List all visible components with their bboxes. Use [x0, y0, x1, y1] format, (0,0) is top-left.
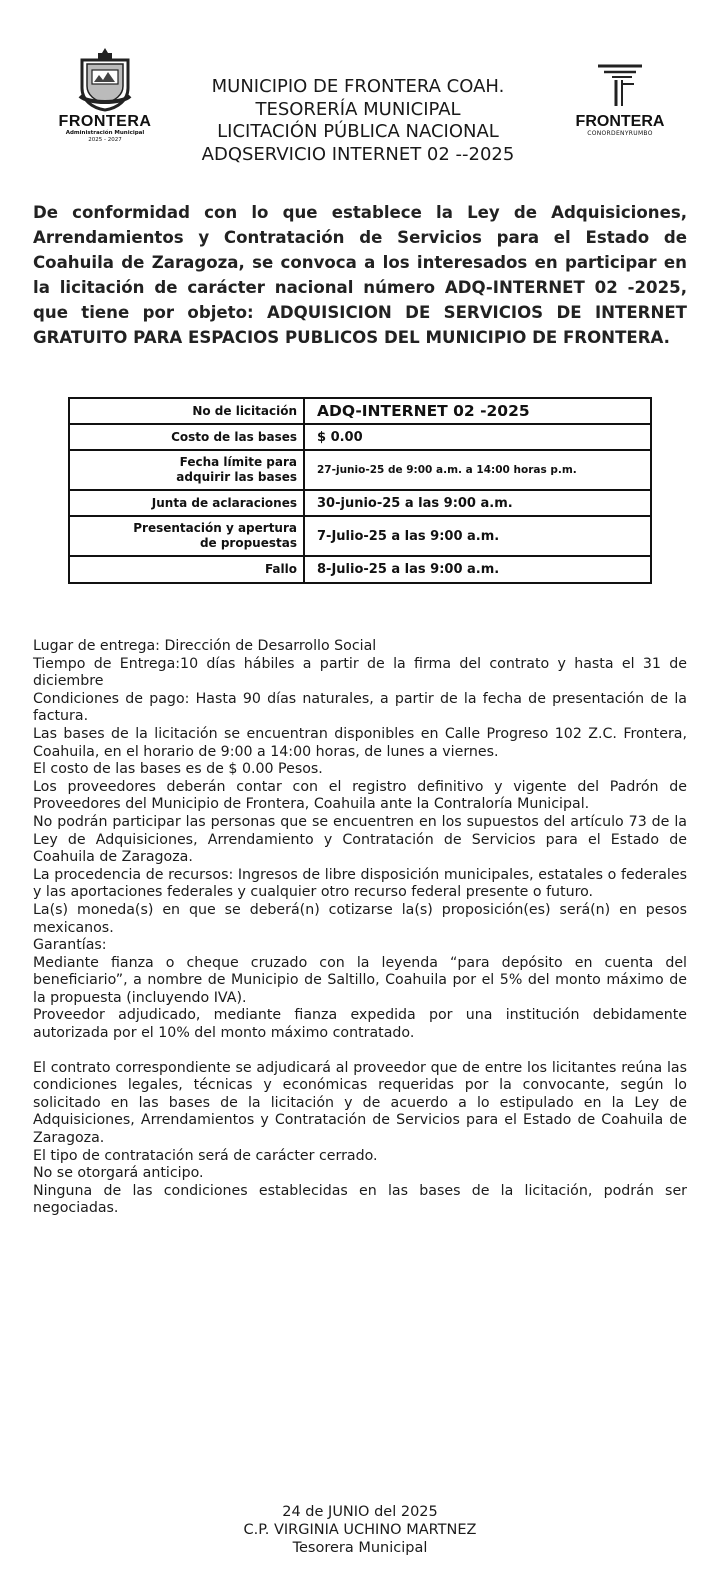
table-row [70, 491, 650, 517]
table-label: Junta de aclaraciones [70, 491, 305, 515]
left-logo-years: 2025 - 2027 [88, 137, 122, 143]
table-value: 27-junio-25 de 9:00 a.m. a 14:00 horas p.m. [317, 463, 577, 476]
conditions-text [33, 638, 687, 1218]
table-label: Presentación y apertura de propuestas [70, 517, 305, 555]
condition-paragraph: La procedencia de recursos: Ingresos de libre disposición municipales, estatales o federales y las aportaciones federales y cualquier otro recurso federal presente o futuro. [33, 866, 687, 901]
intro-paragraph: De conformidad con lo que establece la Ley de Adquisiciones, Arrendamientos y Contratación de Servicios para el Estado de Coahuila de Zaragoza, se convoca a los interesados en participar en la licitación de carácter nacional número ADQ-INTERNET 02 -2025, que tiene por objeto: ADQUISICION DE SERVICIOS DE INTERNET GRATUITO PARA ESPACIOS PUBLICOS DEL MUNICIPIO DE FRONTERA. [33, 203, 687, 347]
condition-paragraph: Las bases de la licitación se encuentran disponibles en Calle Progreso 102 Z.C. Frontera, Coahuila, en el horario de 9:00 a 14:00 horas, de lunes a viernes. [33, 725, 687, 760]
condition-paragraph: Ninguna de las condiciones establecidas en las bases de la licitación, podrán ser negociadas. [33, 1182, 687, 1217]
condition-paragraph: Proveedor adjudicado, mediante fianza expedida por una institución debidamente autorizada por el 10% del monto máximo contratado. [33, 1007, 687, 1042]
tender-details-table [68, 397, 652, 584]
frontera-brand-icon [590, 58, 650, 108]
header-title-line-4: ADQSERVICIO INTERNET 02 --2025 [201, 143, 515, 165]
left-logo-name: FRONTERA [58, 113, 152, 130]
right-logo-name: FRONTERA [575, 113, 665, 130]
table-row [70, 451, 650, 491]
table-value: 8-Julio-25 a las 9:00 a.m. [317, 562, 500, 577]
frontera-brand-logo [560, 58, 680, 138]
signature-block [160, 1503, 560, 1557]
signature-date: 24 de JUNIO del 2025 [282, 1504, 438, 1520]
municipal-logo [55, 46, 155, 154]
header-title-line-2: TESORERÍA MUNICIPAL [255, 98, 461, 120]
table-label: No de licitación [70, 399, 305, 423]
table-row [70, 425, 650, 451]
table-value: ADQ-INTERNET 02 -2025 [317, 401, 530, 420]
condition-paragraph: No se otorgará anticipo. [33, 1165, 204, 1182]
paragraph-spacer [33, 1043, 687, 1060]
condition-paragraph: Mediante fianza o cheque cruzado con la leyenda “para depósito en cuenta del beneficiario”, a nombre de Municipio de Saltillo, Coahuila por el 5% del monto máximo de la propuesta (incluyendo IVA). [33, 954, 687, 1006]
condition-paragraph: Lugar de entrega: Dirección de Desarrollo Social [33, 638, 377, 654]
condition-paragraph: No podrán participar las personas que se encuentren en los supuestos del artículo 73 de la Ley de Adquisiciones, Arrendamiento y Contratación de Servicios para el Estado de Coahuila de Zaragoza. [33, 813, 687, 866]
condition-paragraph: Condiciones de pago: Hasta 90 días naturales, a partir de la fecha de presentación de la factura. [33, 690, 687, 725]
table-label: Fallo [70, 557, 305, 582]
condition-paragraph: Los proveedores deberán contar con el registro definitivo y vigente del Padrón de Proveedores del Municipio de Frontera, Coahuila ante la Contraloría Municipal. [33, 778, 687, 813]
condition-paragraph: Tiempo de Entrega:10 días hábiles a partir de la firma del contrato y hasta el 31 de diciembre [33, 655, 687, 690]
table-row [70, 517, 650, 557]
table-value: 30-junio-25 a las 9:00 a.m. [317, 495, 513, 511]
right-logo-slogan: CONORDENYRUMBO [587, 130, 653, 137]
condition-paragraph: El contrato correspondiente se adjudicará al proveedor que de entre los licitantes reúna las condiciones legales, técnicas y económicas requeridas por la convocante, según lo solicitado en las bases de la licitación y de acuerdo a lo estipulado en la Ley de Adquisiciones, Arrendamientos y Contratación de Servicios para el Estado de Coahuila de Zaragoza. [33, 1059, 687, 1147]
table-value: 7-Julio-25 a las 9:00 a.m. [317, 528, 500, 544]
table-value: $ 0.00 [317, 429, 363, 445]
condition-paragraph: El costo de las bases es de $ 0.00 Pesos. [33, 761, 323, 778]
header-title-block [168, 76, 548, 166]
left-logo-subtitle: Administración Municipal [65, 130, 145, 136]
header-title-line-3: LICITACIÓN PÚBLICA NACIONAL [217, 121, 499, 142]
condition-paragraph: Garantías: [33, 937, 107, 954]
table-label: Costo de las bases [70, 425, 305, 449]
table-row [70, 557, 650, 582]
table-label: Fecha límite para adquirir las bases [70, 451, 305, 489]
signature-name: C.P. VIRGINIA UCHINO MARTNEZ [243, 1522, 477, 1538]
municipal-crest-icon [76, 46, 134, 112]
signature-role: Tesorera Municipal [292, 1540, 428, 1556]
condition-paragraph: La(s) moneda(s) en que se deberá(n) cotizarse la(s) proposición(es) será(n) en pesos mexicanos. [33, 901, 687, 936]
condition-paragraph: El tipo de contratación será de carácter cerrado. [33, 1147, 378, 1164]
table-row [70, 399, 650, 425]
header-title-line-1: MUNICIPIO DE FRONTERA COAH. [211, 76, 505, 97]
